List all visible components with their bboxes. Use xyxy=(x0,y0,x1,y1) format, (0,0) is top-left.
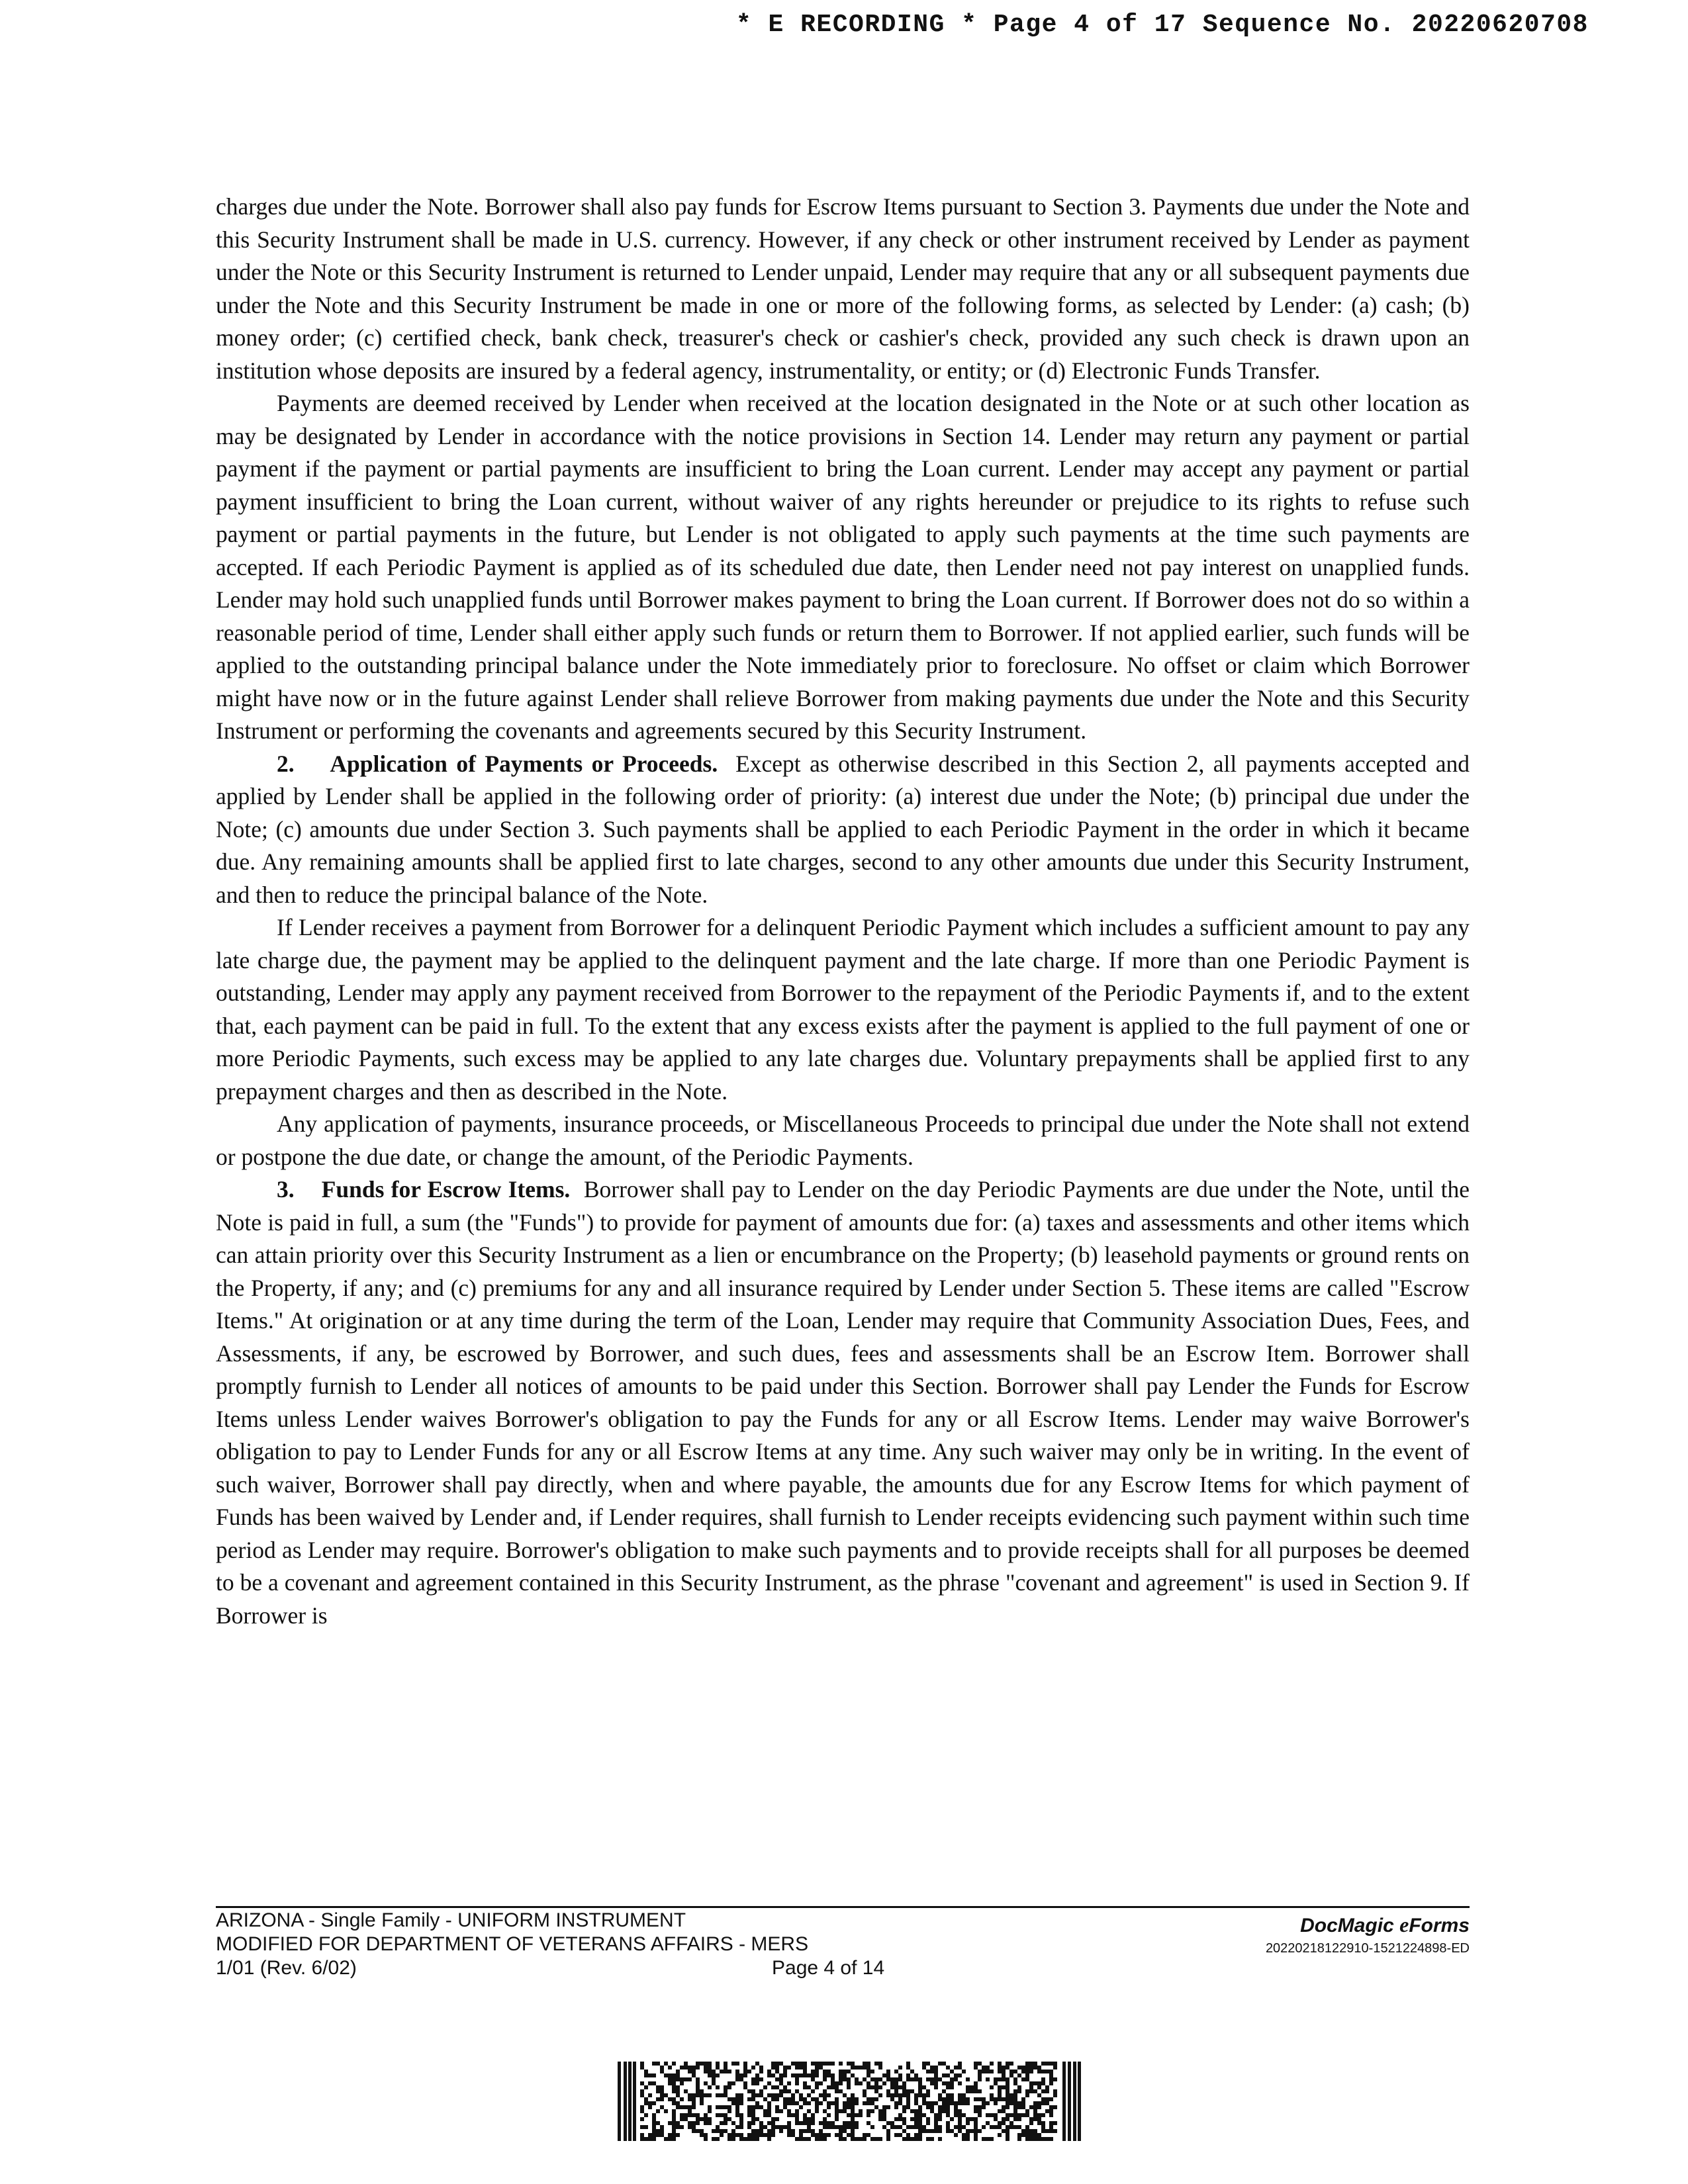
barcode-image xyxy=(618,2062,1081,2141)
footer-revision-row xyxy=(216,1956,944,1980)
section-2-paragraph xyxy=(216,748,1470,912)
footer-page-number: Page 4 of 14 xyxy=(772,1957,885,1979)
paragraph-delinquent-payment: If Lender receives a payment from Borrower for a delinquent Periodic Payment which includes a sufficient amount to pay any late charge due, the payment may be applied to the delinquent payment and the late charge. If more than one Periodic Payment is outstanding, Lender may apply any payment received from Borrower to the repayment of the Periodic Payments if, and to the extent that, each payment can be paid in full. To the extent that any excess exists after the payment is applied to the full payment of one or more Periodic Payments, such excess may be applied to any late charges due. Voluntary prepayments shall be applied first to any prepayment charges and then as described in the Note. xyxy=(216,914,1470,1105)
document-id: 20220218122910-1521224898-ED xyxy=(1265,1941,1470,1956)
footer-form-info xyxy=(216,1909,944,1980)
footer-divider xyxy=(216,1906,1470,1908)
footer-branding xyxy=(1266,1913,1470,1956)
document-body xyxy=(216,191,1470,1632)
paragraph-application-of-payments: Any application of payments, insurance proceeds, or Miscellaneous Proceeds to principal due under the Note shall not extend or postpone the due date, or change the amount, of the Periodic Payments. xyxy=(216,1111,1470,1170)
brand-e-letter: e xyxy=(1399,1913,1409,1936)
section-2-title: Application of Payments or Proceeds. xyxy=(330,750,718,777)
paragraph-charges: charges due under the Note. Borrower shall also pay funds for Escrow Items pursuant to Section 3. Payments due under the Note and this Security Instrument shall be made in U.S. currency. However, if any check or other instrument received by Lender as payment under the Note or this Security Instrument is returned to Lender unpaid, Lender may require that any or all subsequent payments due under the Note and this Security Instrument be made in one or more of the following forms, as selected by Lender: (a) cash; (b) money order; (c) certified check, bank check, treasurer's check or cashier's check, provided any such check is drawn upon an institution whose deposits are insured by a federal agency, instrumentality, or entity; or (d) Electronic Funds Transfer. xyxy=(216,193,1470,384)
footer-revision: 1/01 (Rev. 6/02) xyxy=(216,1957,357,1979)
footer-form-subtitle: MODIFIED FOR DEPARTMENT OF VETERANS AFFAIRS - MERS xyxy=(216,1933,809,1955)
section-2-text: Except as otherwise described in this Section 2, all payments accepted and applied by Lender shall be applied in the following order of priority: (a) interest due under the Note; (b) principal due under the Note; (c) amounts due under Section 3. Such payments shall be applied to each Periodic Payment in the order in which it became due. Any remaining amounts shall be applied first to late charges, second to any other amounts due under this Security Instrument, and then to reduce the principal balance of the Note. xyxy=(216,750,1470,908)
brand-name: DocMagic xyxy=(1300,1915,1400,1936)
section-2-number: 2. xyxy=(277,750,295,777)
section-3-paragraph xyxy=(216,1173,1470,1632)
recording-header: * E RECORDING * Page 4 of 17 Sequence No. 20220620708 xyxy=(735,11,1589,39)
section-3-number: 3. xyxy=(277,1176,295,1203)
footer-form-title: ARIZONA - Single Family - UNIFORM INSTRUMENT xyxy=(216,1909,686,1931)
docmagic-logo xyxy=(1266,1913,1470,1937)
section-3-title: Funds for Escrow Items. xyxy=(321,1176,571,1203)
section-3-text: Borrower shall pay to Lender on the day Periodic Payments are due under the Note, until the Note is paid in full, a sum (the "Funds") to provide for payment of amounts due for: (a) taxes and assessments and other items which can attain priority over this Security Instrument as a lien or encumbrance on the Property; (b) leasehold payments or ground rents on the Property, if any; and (c) premiums for any and all insurance required by Lender under Section 5. These items are called "Escrow Items." At origination or at any time during the term of the Loan, Lender may require that Community Association Dues, Fees, and Assessments, if any, be escrowed by Borrower, and such dues, fees and assessments shall be an Escrow Item. Borrower shall promptly furnish to Lender all notices of amounts to be paid under this Section. Borrower shall pay Lender the Funds for Escrow Items unless Lender waives Borrower's obligation to pay the Funds for any or all Escrow Items. Lender may waive Borrower's obligation to pay to Lender Funds for any or all Escrow Items at any time. Any such waiver may only be in writing. In the event of such waiver, Borrower shall pay directly, when and where payable, the amounts due for any Escrow Items for which payment of Funds has been waived by Lender and, if Lender requires, shall furnish to Lender receipts evidencing such payment within such time period as Lender may require. Borrower's obligation to make such payments and to provide receipts shall for all purposes be deemed to be a covenant and agreement contained in this Security Instrument, as the phrase "covenant and agreement" is used in Section 9. If Borrower is xyxy=(216,1176,1470,1629)
paragraph-payments-received: Payments are deemed received by Lender when received at the location designated in the Note or at such other location as may be designated by Lender in accordance with the notice provisions in Section 14. Lender may return any payment or partial payment if the payment or partial payments are insufficient to bring the Loan current. Lender may accept any payment or partial payment insufficient to bring the Loan current, without waiver of any rights hereunder or prejudice to its rights to refuse such payment or partial payments in the future, but Lender is not obligated to apply such payments at the time such payments are accepted. If each Periodic Payment is applied as of its scheduled due date, then Lender need not pay interest on unapplied funds. Lender may hold such unapplied funds until Borrower makes payment to bring the Loan current. If Borrower does not do so within a reasonable period of time, Lender shall either apply such funds or return them to Borrower. If not applied earlier, such funds will be applied to the outstanding principal balance under the Note immediately prior to foreclosure. No offset or claim which Borrower might have now or in the future against Lender shall relieve Borrower from making payments due under the Note and this Security Instrument or performing the covenants and agreements secured by this Security Instrument. xyxy=(216,390,1470,744)
brand-forms: Forms xyxy=(1409,1915,1470,1936)
